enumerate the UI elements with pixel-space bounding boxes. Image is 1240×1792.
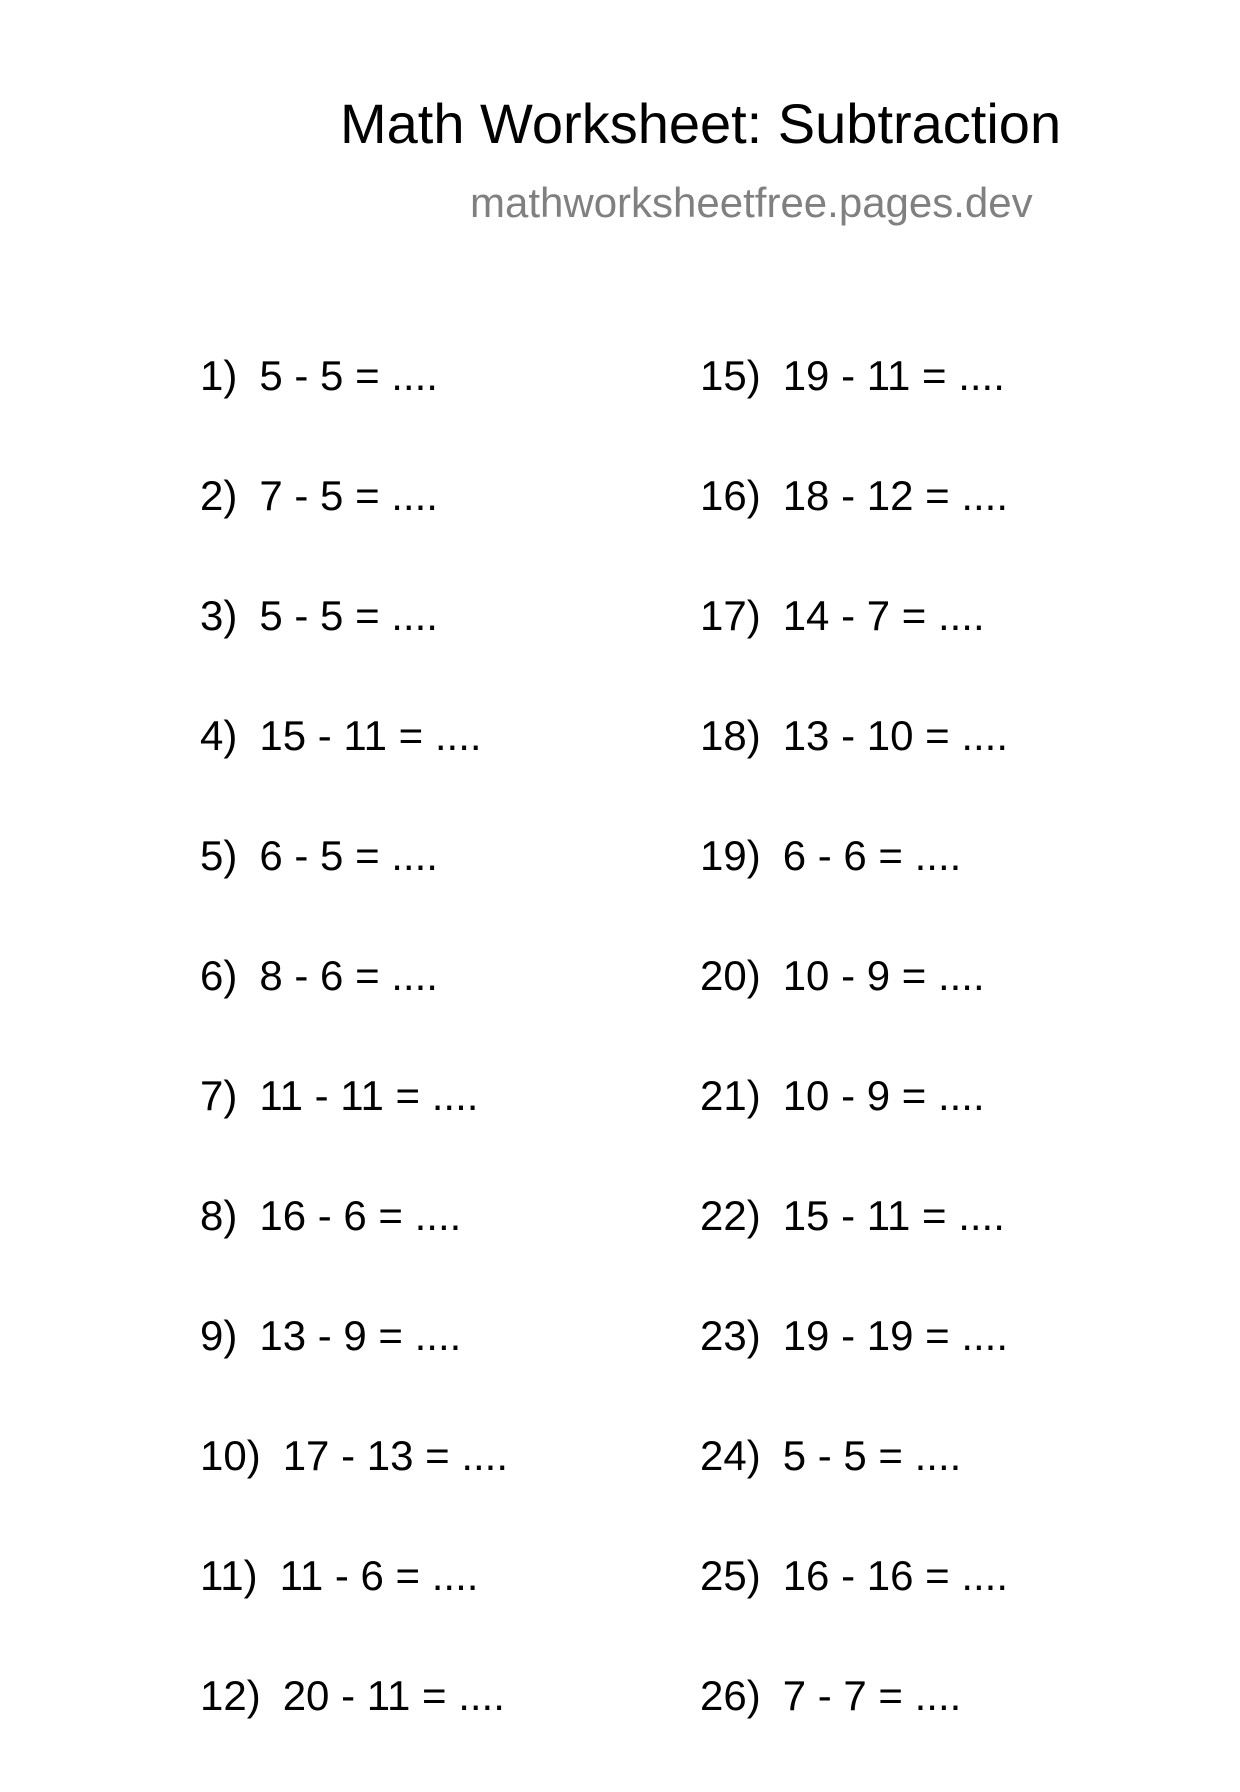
problem-expression: 8 - 6 = .... [259, 952, 438, 999]
problem-item [700, 472, 1008, 592]
problem-item [200, 1552, 508, 1672]
problem-number: 23) [700, 1312, 761, 1359]
problem-number: 12) [200, 1672, 261, 1719]
problem-expression: 13 - 10 = .... [782, 712, 1009, 759]
problem-item [200, 472, 508, 592]
problem-item [700, 592, 1008, 712]
problem-number: 22) [700, 1192, 761, 1239]
problem-expression: 14 - 7 = .... [782, 592, 985, 639]
problem-number: 11) [200, 1552, 258, 1599]
problem-item [200, 1432, 508, 1552]
problem-column-left [200, 352, 508, 1792]
problem-number: 9) [200, 1312, 238, 1359]
problem-expression: 16 - 6 = .... [259, 1192, 462, 1239]
problem-item [700, 952, 1008, 1072]
problem-number: 25) [700, 1552, 761, 1599]
problem-item [700, 352, 1008, 472]
problem-expression: 11 - 11 = .... [259, 1072, 479, 1119]
problem-expression: 10 - 9 = .... [782, 952, 985, 999]
problem-number: 2) [200, 472, 238, 519]
problem-expression: 16 - 16 = .... [782, 1552, 1009, 1599]
problem-expression: 15 - 11 = .... [259, 712, 482, 759]
problem-expression: 6 - 6 = .... [782, 832, 962, 879]
problem-expression: 19 - 11 = .... [782, 352, 1005, 399]
problem-item [200, 352, 508, 472]
problem-expression: 17 - 13 = .... [282, 1432, 509, 1479]
problem-expression: 7 - 7 = .... [782, 1672, 962, 1719]
problem-item [700, 1072, 1008, 1192]
problem-item [700, 1552, 1008, 1672]
problem-item [200, 592, 508, 712]
problem-item [700, 832, 1008, 952]
problem-expression: 19 - 19 = .... [782, 1312, 1009, 1359]
problem-number: 5) [200, 832, 238, 879]
problem-item [200, 1672, 508, 1792]
problem-expression: 20 - 11 = .... [282, 1672, 505, 1719]
problem-item [700, 1192, 1008, 1312]
problem-number: 4) [200, 712, 238, 759]
problem-item [700, 712, 1008, 832]
problem-expression: 5 - 5 = .... [259, 592, 438, 639]
problem-number: 10) [200, 1432, 261, 1479]
problem-item [700, 1312, 1008, 1432]
problem-number: 15) [700, 352, 761, 399]
problem-expression: 18 - 12 = .... [782, 472, 1009, 519]
problem-number: 8) [200, 1192, 238, 1239]
problem-item [200, 952, 508, 1072]
problem-expression: 15 - 11 = .... [782, 1192, 1005, 1239]
problem-expression: 6 - 5 = .... [259, 832, 438, 879]
problem-number: 7) [200, 1072, 238, 1119]
problem-expression: 13 - 9 = .... [259, 1312, 462, 1359]
problem-number: 19) [700, 832, 761, 879]
problem-item [700, 1432, 1008, 1552]
problem-number: 24) [700, 1432, 761, 1479]
problem-item [200, 712, 508, 832]
problem-number: 26) [700, 1672, 761, 1719]
worksheet-title: Math Worksheet: Subtraction [340, 92, 1062, 155]
problem-item [200, 1072, 508, 1192]
problem-item [200, 1312, 508, 1432]
problem-expression: 5 - 5 = .... [259, 352, 438, 399]
problem-number: 1) [200, 352, 238, 399]
problem-number: 20) [700, 952, 761, 999]
problem-item [700, 1672, 1008, 1792]
problem-number: 21) [700, 1072, 761, 1119]
problem-expression: 5 - 5 = .... [782, 1432, 962, 1479]
problem-expression: 10 - 9 = .... [782, 1072, 985, 1119]
problem-number: 16) [700, 472, 761, 519]
problem-number: 3) [200, 592, 238, 639]
website-url: mathworksheetfree.pages.dev [470, 179, 1033, 226]
problem-expression: 7 - 5 = .... [259, 472, 438, 519]
problem-item [200, 832, 508, 952]
problem-number: 17) [700, 592, 761, 639]
problem-number: 18) [700, 712, 761, 759]
problem-item [200, 1192, 508, 1312]
problem-expression: 11 - 6 = .... [279, 1552, 479, 1599]
problem-number: 6) [200, 952, 238, 999]
problem-column-right [700, 352, 1008, 1792]
